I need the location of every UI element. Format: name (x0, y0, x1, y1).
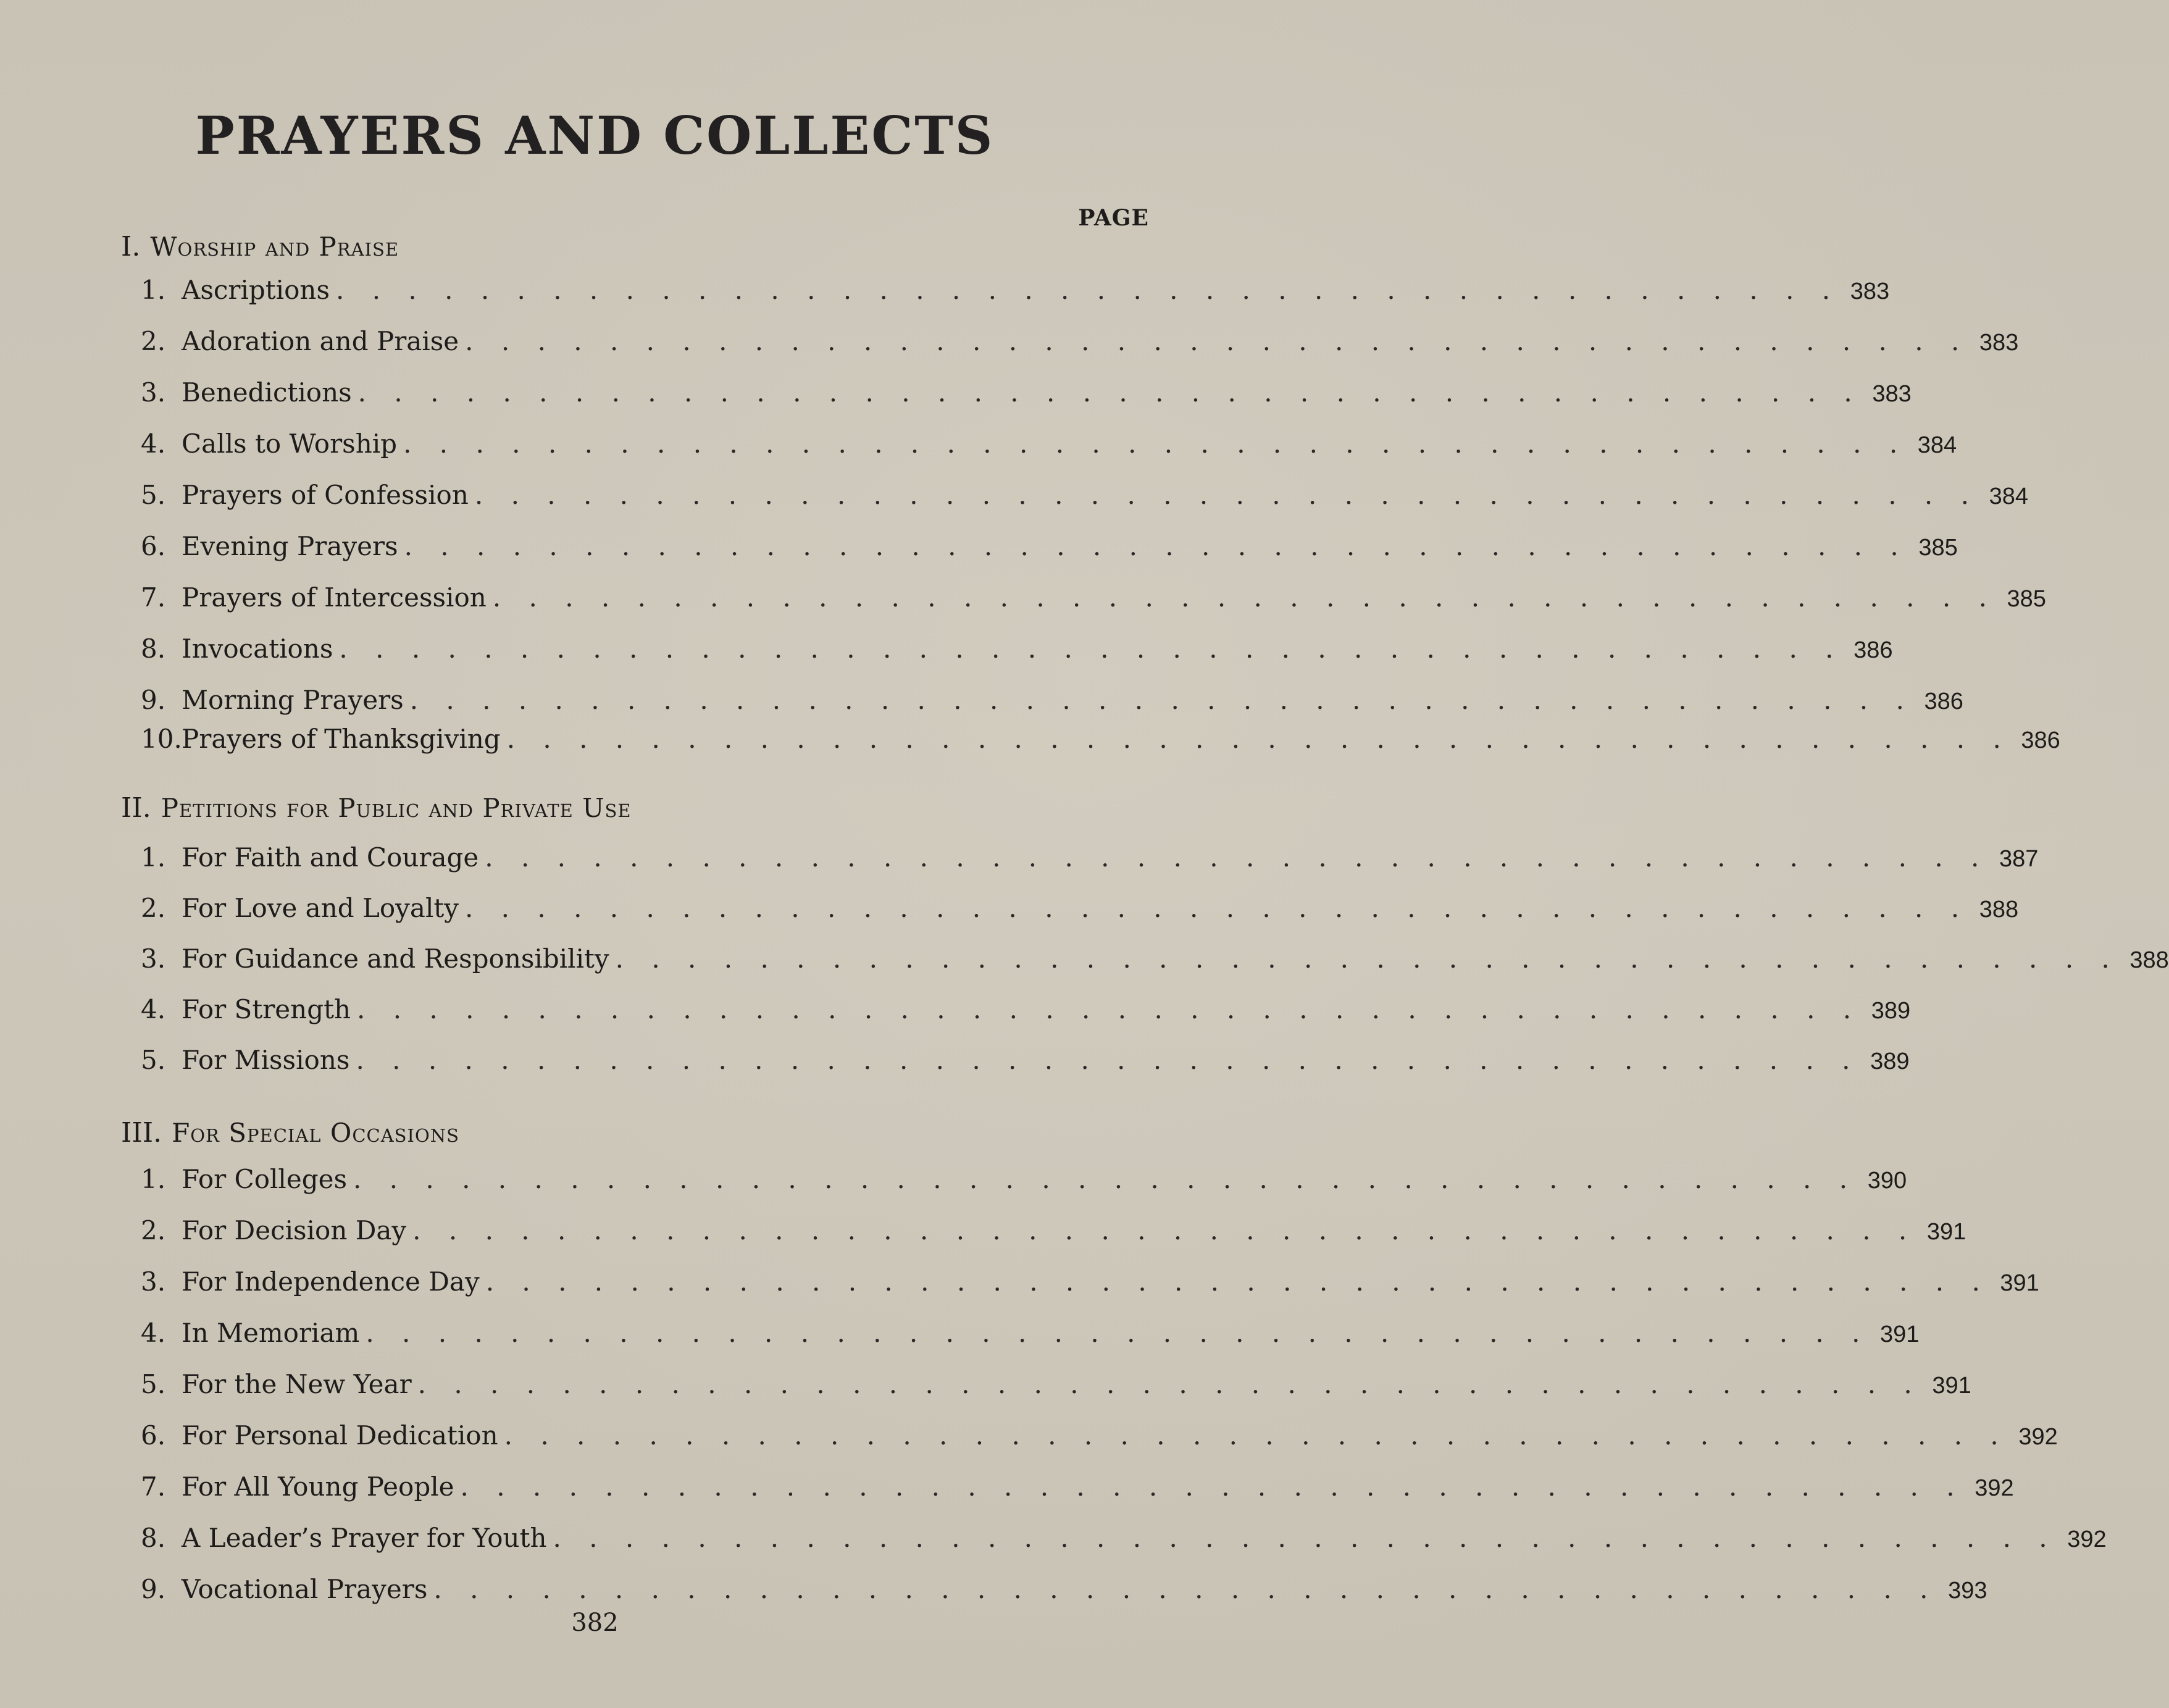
dot-leader: . . . . . . . . . . . . . . . . . . . . . . . . . . . . . . . . . . . . . . . . . . (357, 377, 1862, 408)
toc-entry[interactable] (141, 272, 1890, 309)
entry-page: 386 (1853, 637, 1893, 663)
dot-leader: . . . . . . . . . . . . . . . . . . . . . . . . . . . . . . . . . . . . . . . . . . (336, 275, 1841, 305)
entry-page: 391 (1880, 1321, 1920, 1347)
entry-title: For Strength (182, 994, 351, 1024)
entry-title: For Missions (182, 1045, 350, 1075)
entry-number: 3. (141, 377, 166, 408)
page-title: PRAYERS AND COLLECTS (195, 105, 995, 166)
dot-leader: . . . . . . . . . . . . . . . . . . . . . . . . . . . . . . . . . . . . . . . . . . (412, 1215, 1917, 1245)
toc-entry[interactable] (141, 1161, 1907, 1198)
section-heading-petitions (121, 792, 632, 824)
entry-page: 383 (1872, 381, 1912, 407)
page-column-label: PAGE (1078, 205, 1149, 231)
dot-leader: . . . . . . . . . . . . . . . . . . . . . . . . . . . . . . . . . . . . . . . . . . (433, 1574, 1938, 1604)
entry-number: 6. (141, 1420, 166, 1451)
toc-entry[interactable] (141, 425, 1957, 463)
entry-title: Morning Prayers (182, 685, 404, 715)
toc-entry[interactable] (141, 991, 1911, 1028)
toc-entry[interactable] (141, 528, 1958, 565)
entry-number: 5. (141, 1369, 166, 1399)
section-title: Worship and Praise (150, 232, 399, 262)
entry-number: 2. (141, 1215, 166, 1245)
entry-number: 2. (141, 326, 166, 356)
toc-entry[interactable] (141, 1468, 2014, 1505)
entry-page: 383 (1979, 330, 2019, 356)
entry-title: For Decision Day (182, 1215, 407, 1245)
entry-number: 7. (141, 1471, 166, 1502)
entry-page: 386 (2021, 727, 2060, 753)
entry-page: 388 (2129, 947, 2169, 973)
dot-leader: . . . . . . . . . . . . . . . . . . . . . . . . . . . . . . . . . . . . . . . . . . (474, 480, 1979, 510)
entry-title: Calls to Worship (182, 429, 398, 459)
entry-page: 391 (1926, 1219, 1966, 1245)
entry-title: Vocational Prayers (182, 1574, 428, 1604)
dot-leader: . . . . . . . . . . . . . . . . . . . . . . . . . . . . . . . . . . . . . . . . . . (464, 893, 1970, 923)
dot-leader: . . . . . . . . . . . . . . . . . . . . . . . . . . . . . . . . . . . . . . . . . . (357, 994, 1862, 1024)
entry-number: 8. (141, 634, 166, 664)
toc-entry[interactable] (141, 579, 2046, 616)
toc-entry[interactable] (141, 1212, 1966, 1249)
dot-leader: . . . . . . . . . . . . . . . . . . . . . . . . . . . . . . . . . . . . . . . . . . (460, 1471, 1965, 1502)
dot-leader: . . . . . . . . . . . . . . . . . . . . . . . . . . . . . . . . . . . . . . . . . . (356, 1045, 1860, 1075)
entry-number: 1. (141, 842, 166, 873)
page-number: 382 (571, 1609, 619, 1637)
toc-entry[interactable] (141, 890, 2019, 927)
section-heading-worship (121, 233, 399, 261)
entry-title: Invocations (182, 634, 333, 664)
entry-number: 4. (141, 1318, 166, 1348)
section-heading-special-occasions (121, 1117, 459, 1149)
toc-entry[interactable] (141, 721, 2060, 758)
toc-entry[interactable] (141, 630, 1893, 668)
dot-leader: . . . . . . . . . . . . . . . . . . . . . . . . . . . . . . . . . . . . . . . . . . (366, 1318, 1870, 1348)
entry-page: 387 (1999, 846, 2039, 872)
dot-leader: . . . . . . . . . . . . . . . . . . . . . . . . . . . . . . . . . . . . . . . . . . (417, 1369, 1922, 1399)
entry-title: Evening Prayers (182, 531, 398, 561)
dot-leader: . . . . . . . . . . . . . . . . . . . . . . . . . . . . . . . . . . . . . . . . . . (504, 1420, 2008, 1451)
entry-title: Benedictions (182, 377, 352, 408)
section-numeral: III. (121, 1117, 162, 1149)
entry-title: For Colleges (182, 1164, 347, 1194)
entry-number: 1. (141, 275, 166, 305)
dot-leader: . . . . . . . . . . . . . . . . . . . . . . . . . . . . . . . . . . . . . . . . . . (404, 531, 1908, 561)
entry-title: For Independence Day (182, 1266, 480, 1297)
toc-entry[interactable] (141, 1571, 1987, 1608)
section-numeral: II. (121, 792, 151, 824)
section-numeral: I. (121, 231, 141, 262)
entry-page: 389 (1871, 998, 1911, 1024)
toc-entry[interactable] (141, 477, 2028, 514)
toc-entry[interactable] (141, 682, 1963, 719)
dot-leader: . . . . . . . . . . . . . . . . . . . . . . . . . . . . . . . . . . . . . . . . . . (409, 685, 1914, 715)
entry-title: Ascriptions (182, 275, 330, 305)
section-title: Petitions for Public and Private Use (161, 793, 632, 823)
toc-entry[interactable] (141, 1366, 1971, 1403)
dot-leader: . . . . . . . . . . . . . . . . . . . . . . . . . . . . . . . . . . . . . . . . . . (403, 429, 1908, 459)
entry-title: For Guidance and Responsibility (182, 944, 609, 974)
dot-leader: . . . . . . . . . . . . . . . . . . . . . . . . . . . . . . . . . . . . . . . . . . (353, 1164, 1858, 1194)
entry-page: 384 (1917, 432, 1957, 458)
entry-number: 8. (141, 1523, 166, 1553)
entry-page: 392 (2067, 1526, 2107, 1552)
entry-number: 1. (141, 1164, 166, 1194)
dot-leader: . . . . . . . . . . . . . . . . . . . . . . . . . . . . . . . . . . . . . . . . . . (553, 1523, 2057, 1553)
entry-title: Prayers of Thanksgiving (182, 724, 501, 754)
entry-number: 3. (141, 944, 166, 974)
entry-number: 6. (141, 531, 166, 561)
entry-title: For Love and Loyalty (182, 893, 459, 923)
entry-title: In Memoriam (182, 1318, 360, 1348)
entry-page: 393 (1948, 1578, 1987, 1604)
toc-entry[interactable] (141, 1417, 2058, 1454)
entry-page: 391 (2000, 1270, 2039, 1296)
entry-number: 7. (141, 582, 166, 613)
toc-entry[interactable] (141, 374, 1912, 411)
entry-title: For the New Year (182, 1369, 412, 1399)
entry-page: 388 (1979, 897, 2019, 923)
entry-page: 383 (1850, 278, 1890, 304)
entry-title: Adoration and Praise (182, 326, 459, 356)
dot-leader: . . . . . . . . . . . . . . . . . . . . . . . . . . . . . . . . . . . . . . . . . . (506, 724, 2011, 754)
section-title: For Special Occasions (172, 1118, 459, 1148)
entry-number: 4. (141, 429, 166, 459)
entry-title: Prayers of Confession (182, 480, 469, 510)
entry-number: 4. (141, 994, 166, 1024)
entry-number: 5. (141, 480, 166, 510)
entry-number: 10. (141, 724, 182, 754)
toc-entry[interactable] (141, 1520, 2107, 1557)
toc-entry[interactable] (141, 1042, 1910, 1079)
entry-title: A Leader’s Prayer for Youth (182, 1523, 547, 1553)
toc-entry[interactable] (141, 839, 2039, 876)
dot-leader: . . . . . . . . . . . . . . . . . . . . . . . . . . . . . . . . . . . . . . . . . . (492, 582, 1997, 613)
entry-number: 2. (141, 893, 166, 923)
dot-leader: . . . . . . . . . . . . . . . . . . . . . . . . . . . . . . . . . . . . . . . . . . (465, 326, 1970, 356)
dot-leader: . . . . . . . . . . . . . . . . . . . . . . . . . . . . . . . . . . . . . . . . . . (615, 944, 2120, 974)
toc-entry[interactable] (141, 323, 2019, 360)
entry-page: 384 (1989, 484, 2028, 509)
entry-title: For All Young People (182, 1471, 454, 1502)
entry-title: For Faith and Courage (182, 842, 479, 873)
entry-title: Prayers of Intercession (182, 582, 487, 613)
toc-entry[interactable] (141, 1263, 2039, 1300)
entry-number: 9. (141, 1574, 166, 1604)
entry-title: For Personal Dedication (182, 1420, 498, 1451)
entry-page: 390 (1867, 1168, 1907, 1194)
entry-page: 385 (1918, 535, 1958, 561)
entry-number: 9. (141, 685, 166, 715)
entry-number: 3. (141, 1266, 166, 1297)
entry-page: 389 (1870, 1049, 1910, 1074)
entry-number: 5. (141, 1045, 166, 1075)
dot-leader: . . . . . . . . . . . . . . . . . . . . . . . . . . . . . . . . . . . . . . . . . . (339, 634, 1844, 664)
dot-leader: . . . . . . . . . . . . . . . . . . . . . . . . . . . . . . . . . . . . . . . . . . (485, 1266, 1990, 1297)
entry-page: 391 (1932, 1373, 1971, 1399)
entry-page: 385 (2007, 586, 2046, 612)
entry-page: 392 (2018, 1424, 2058, 1450)
toc-entry[interactable] (141, 940, 2169, 977)
entry-page: 386 (1924, 689, 1963, 714)
toc-entry[interactable] (141, 1315, 1920, 1352)
entry-page: 392 (1975, 1475, 2014, 1501)
dot-leader: . . . . . . . . . . . . . . . . . . . . . . . . . . . . . . . . . . . . . . . . . . (485, 842, 1989, 873)
